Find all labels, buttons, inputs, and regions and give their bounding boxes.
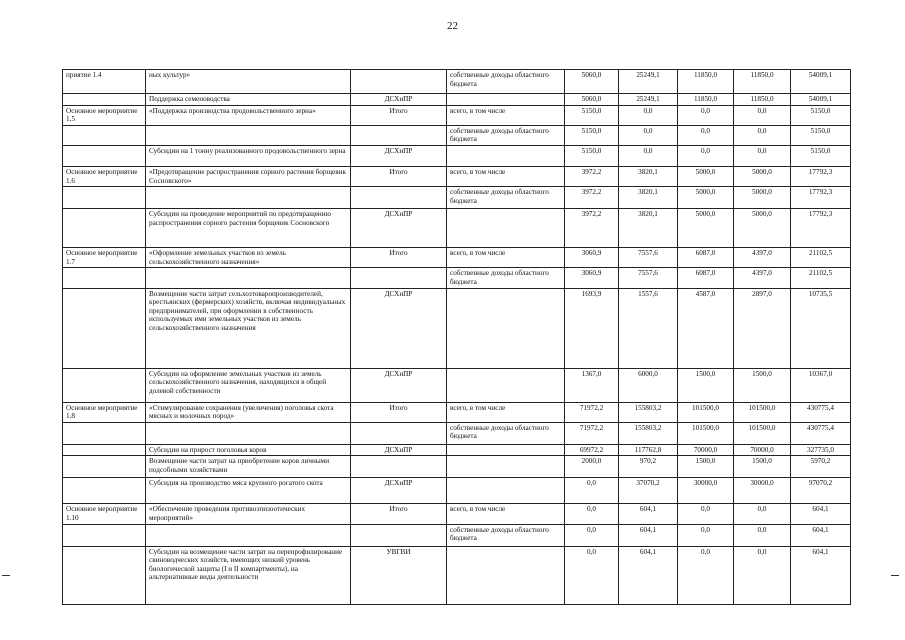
name-cell: «Обеспечение проведения противоэпизоотических мероприятий» xyxy=(146,504,351,524)
responsible-cell: Итого xyxy=(351,166,447,186)
name-cell xyxy=(146,268,351,288)
value-cell: 17792,3 xyxy=(791,209,851,248)
responsible-cell: ДСХиПР xyxy=(351,94,447,106)
measure-cell xyxy=(63,368,146,402)
value-cell: 0,0 xyxy=(678,546,734,604)
value-cell: 604,1 xyxy=(791,524,851,546)
measure-cell xyxy=(63,268,146,288)
budget-table xyxy=(62,69,851,605)
funding-source-cell xyxy=(447,368,565,402)
responsible-cell: Итого xyxy=(351,402,447,422)
value-cell: 970,2 xyxy=(619,456,678,478)
name-cell xyxy=(146,422,351,444)
value-cell: 3972,2 xyxy=(565,166,619,186)
name-cell: Возмещение части затрат сельхозтоваропроизводителей, крестьянских (фермерских) хозяйств, включая индивидуальных предпринимателей, при оформлении в собственность используемых ими земельных участков из земель сельскохозяйственного назначения xyxy=(146,288,351,368)
funding-source-cell: собственные доходы областного бюджета xyxy=(447,187,565,209)
value-cell: 1693,9 xyxy=(565,288,619,368)
margin-mark xyxy=(891,575,899,576)
value-cell: 3972,2 xyxy=(565,187,619,209)
value-cell: 604,1 xyxy=(619,546,678,604)
funding-source-cell: всего, в том числе xyxy=(447,248,565,268)
measure-cell: приятие 1.4 xyxy=(63,70,146,94)
value-cell: 0,0 xyxy=(619,145,678,166)
value-cell: 21102,5 xyxy=(791,268,851,288)
table-row xyxy=(63,422,851,444)
value-cell: 0,0 xyxy=(734,145,791,166)
value-cell: 0,0 xyxy=(734,546,791,604)
measure-cell xyxy=(63,209,146,248)
value-cell: 54009,1 xyxy=(791,70,851,94)
name-cell: Возмещение части затрат на приобретение коров личными подсобными хозяйствами xyxy=(146,456,351,478)
value-cell: 101500,0 xyxy=(678,422,734,444)
responsible-cell xyxy=(351,125,447,145)
funding-source-cell: собственные доходы областного бюджета xyxy=(447,70,565,94)
table-row xyxy=(63,444,851,456)
value-cell: 101500,0 xyxy=(678,402,734,422)
funding-source-cell xyxy=(447,209,565,248)
table-row xyxy=(63,478,851,504)
name-cell: «Поддержка производства продовольственного зерна» xyxy=(146,105,351,125)
name-cell xyxy=(146,187,351,209)
table-row xyxy=(63,288,851,368)
value-cell: 5060,0 xyxy=(565,70,619,94)
value-cell: 0,0 xyxy=(678,504,734,524)
value-cell: 1367,0 xyxy=(565,368,619,402)
value-cell: 11850,0 xyxy=(734,94,791,106)
funding-source-cell xyxy=(447,478,565,504)
funding-source-cell: собственные доходы областного бюджета xyxy=(447,125,565,145)
value-cell: 5150,0 xyxy=(565,125,619,145)
table-body xyxy=(63,70,851,605)
name-cell xyxy=(146,524,351,546)
value-cell: 5000,0 xyxy=(678,209,734,248)
name-cell: Субсидии на 1 тонну реализованного продовольственного зерна xyxy=(146,145,351,166)
value-cell: 101500,0 xyxy=(734,402,791,422)
name-cell: Субсидии на возмещение части затрат на перепрофилирование свиноводческих хозяйств, имеющих низкий уровень биологической защиты (I и II компартменты), на альтернативные виды деятельности xyxy=(146,546,351,604)
value-cell: 5060,0 xyxy=(565,94,619,106)
value-cell: 327735,0 xyxy=(791,444,851,456)
name-cell: «Стимулирование сохранения (увеличения) поголовья скота мясных и молочных пород» xyxy=(146,402,351,422)
value-cell: 3820,1 xyxy=(619,209,678,248)
table-row xyxy=(63,94,851,106)
name-cell: Субсидия на производство мяса крупного рогатого скота xyxy=(146,478,351,504)
value-cell: 155803,2 xyxy=(619,402,678,422)
measure-cell: Основное мероприятие 1.10 xyxy=(63,504,146,524)
value-cell: 0,0 xyxy=(734,524,791,546)
value-cell: 3972,2 xyxy=(565,209,619,248)
value-cell: 6000,0 xyxy=(619,368,678,402)
table-row xyxy=(63,105,851,125)
table-row xyxy=(63,125,851,145)
table-row xyxy=(63,248,851,268)
value-cell: 7557,6 xyxy=(619,248,678,268)
measure-cell xyxy=(63,478,146,504)
value-cell: 5150,0 xyxy=(791,105,851,125)
measure-cell xyxy=(63,125,146,145)
value-cell: 2000,0 xyxy=(565,456,619,478)
value-cell: 0,0 xyxy=(678,524,734,546)
name-cell: «Предотвращение распространения сорного растения борщевик Сосновского» xyxy=(146,166,351,186)
measure-cell: Основное мероприятие 1.6 xyxy=(63,166,146,186)
value-cell: 604,1 xyxy=(791,504,851,524)
value-cell: 0,0 xyxy=(734,105,791,125)
table-row xyxy=(63,368,851,402)
funding-source-cell: собственные доходы областного бюджета xyxy=(447,524,565,546)
value-cell: 7557,6 xyxy=(619,268,678,288)
responsible-cell: Итого xyxy=(351,248,447,268)
responsible-cell xyxy=(351,524,447,546)
measure-cell xyxy=(63,456,146,478)
funding-source-cell: всего, в том числе xyxy=(447,504,565,524)
value-cell: 30000,0 xyxy=(678,478,734,504)
responsible-cell xyxy=(351,456,447,478)
funding-source-cell xyxy=(447,94,565,106)
value-cell: 0,0 xyxy=(734,125,791,145)
name-cell: ных культур» xyxy=(146,70,351,94)
name-cell: «Оформление земельных участков из земель сельскохозяйственного назначения» xyxy=(146,248,351,268)
table-row xyxy=(63,524,851,546)
value-cell: 117762,8 xyxy=(619,444,678,456)
funding-source-cell: всего, в том числе xyxy=(447,166,565,186)
value-cell: 4397,0 xyxy=(734,248,791,268)
funding-source-cell xyxy=(447,456,565,478)
value-cell: 5150,0 xyxy=(565,105,619,125)
measure-cell xyxy=(63,288,146,368)
value-cell: 3060,9 xyxy=(565,248,619,268)
value-cell: 0,0 xyxy=(619,105,678,125)
responsible-cell: УВГВИ xyxy=(351,546,447,604)
table-row xyxy=(63,166,851,186)
value-cell: 6087,0 xyxy=(678,268,734,288)
page-number: 22 xyxy=(447,20,458,32)
value-cell: 5000,0 xyxy=(734,209,791,248)
measure-cell xyxy=(63,546,146,604)
value-cell: 69972,2 xyxy=(565,444,619,456)
value-cell: 0,0 xyxy=(678,105,734,125)
value-cell: 0,0 xyxy=(734,504,791,524)
value-cell: 30000,0 xyxy=(734,478,791,504)
name-cell xyxy=(146,125,351,145)
value-cell: 25249,1 xyxy=(619,70,678,94)
value-cell: 5000,0 xyxy=(734,166,791,186)
measure-cell xyxy=(63,422,146,444)
value-cell: 71972,2 xyxy=(565,402,619,422)
value-cell: 5150,0 xyxy=(791,125,851,145)
value-cell: 10367,0 xyxy=(791,368,851,402)
value-cell: 0,0 xyxy=(565,524,619,546)
responsible-cell: ДСХиПР xyxy=(351,478,447,504)
value-cell: 11850,0 xyxy=(678,94,734,106)
responsible-cell: Итого xyxy=(351,105,447,125)
value-cell: 3060,9 xyxy=(565,268,619,288)
funding-source-cell: собственные доходы областного бюджета xyxy=(447,422,565,444)
value-cell: 1500,0 xyxy=(734,456,791,478)
funding-source-cell xyxy=(447,546,565,604)
funding-source-cell xyxy=(447,288,565,368)
value-cell: 10735,5 xyxy=(791,288,851,368)
value-cell: 1500,0 xyxy=(678,368,734,402)
responsible-cell: Итого xyxy=(351,504,447,524)
funding-source-cell xyxy=(447,444,565,456)
measure-cell: Основное мероприятие 1.8 xyxy=(63,402,146,422)
table-row xyxy=(63,209,851,248)
name-cell: Поддержка семеноводства xyxy=(146,94,351,106)
value-cell: 5150,0 xyxy=(791,145,851,166)
measure-cell xyxy=(63,524,146,546)
responsible-cell: ДСХиПР xyxy=(351,288,447,368)
table-row xyxy=(63,546,851,604)
value-cell: 2897,0 xyxy=(734,288,791,368)
measure-cell xyxy=(63,94,146,106)
value-cell: 1557,6 xyxy=(619,288,678,368)
name-cell: Субсидии на проведение мероприятий по предотвращению распространения сорного растения борщевик Сосновского xyxy=(146,209,351,248)
value-cell: 21102,5 xyxy=(791,248,851,268)
value-cell: 25249,1 xyxy=(619,94,678,106)
value-cell: 430775,4 xyxy=(791,402,851,422)
value-cell: 1500,0 xyxy=(678,456,734,478)
table-row xyxy=(63,145,851,166)
value-cell: 3820,1 xyxy=(619,187,678,209)
value-cell: 604,1 xyxy=(619,504,678,524)
responsible-cell: ДСХиПР xyxy=(351,209,447,248)
name-cell: Субсидии на прирост поголовья коров xyxy=(146,444,351,456)
table-row xyxy=(63,402,851,422)
value-cell: 0,0 xyxy=(678,125,734,145)
funding-source-cell xyxy=(447,145,565,166)
table-row xyxy=(63,456,851,478)
value-cell: 155803,2 xyxy=(619,422,678,444)
measure-cell xyxy=(63,444,146,456)
value-cell: 1500,0 xyxy=(734,368,791,402)
responsible-cell xyxy=(351,187,447,209)
value-cell: 6087,0 xyxy=(678,248,734,268)
value-cell: 11850,0 xyxy=(678,70,734,94)
value-cell: 3820,1 xyxy=(619,166,678,186)
measure-cell xyxy=(63,145,146,166)
measure-cell: Основное мероприятие 1.5 xyxy=(63,105,146,125)
value-cell: 17792,3 xyxy=(791,187,851,209)
value-cell: 5000,0 xyxy=(678,187,734,209)
value-cell: 5000,0 xyxy=(678,166,734,186)
table-row xyxy=(63,268,851,288)
value-cell: 0,0 xyxy=(565,478,619,504)
value-cell: 0,0 xyxy=(565,504,619,524)
value-cell: 0,0 xyxy=(565,546,619,604)
responsible-cell: ДСХиПР xyxy=(351,145,447,166)
value-cell: 97070,2 xyxy=(791,478,851,504)
responsible-cell: ДСХиПР xyxy=(351,368,447,402)
value-cell: 604,1 xyxy=(791,546,851,604)
value-cell: 0,0 xyxy=(619,125,678,145)
table-row xyxy=(63,187,851,209)
value-cell: 70000,0 xyxy=(678,444,734,456)
measure-cell: Основное мероприятие 1.7 xyxy=(63,248,146,268)
value-cell: 17792,3 xyxy=(791,166,851,186)
measure-cell xyxy=(63,187,146,209)
value-cell: 4397,0 xyxy=(734,268,791,288)
value-cell: 54009,1 xyxy=(791,94,851,106)
value-cell: 5150,0 xyxy=(565,145,619,166)
responsible-cell: ДСХиПР xyxy=(351,444,447,456)
responsible-cell xyxy=(351,422,447,444)
name-cell: Субсидии на оформление земельных участков из земель сельскохозяйственного назначения, находящихся в общей долевой собственности xyxy=(146,368,351,402)
funding-source-cell: всего, в том числе xyxy=(447,105,565,125)
value-cell: 5000,0 xyxy=(734,187,791,209)
value-cell: 0,0 xyxy=(678,145,734,166)
value-cell: 11850,0 xyxy=(734,70,791,94)
value-cell: 37070,2 xyxy=(619,478,678,504)
value-cell: 101500,0 xyxy=(734,422,791,444)
funding-source-cell: всего, в том числе xyxy=(447,402,565,422)
responsible-cell xyxy=(351,70,447,94)
margin-mark xyxy=(2,575,10,576)
value-cell: 4587,0 xyxy=(678,288,734,368)
responsible-cell xyxy=(351,268,447,288)
value-cell: 604,1 xyxy=(619,524,678,546)
value-cell: 5970,2 xyxy=(791,456,851,478)
value-cell: 71972,2 xyxy=(565,422,619,444)
value-cell: 430775,4 xyxy=(791,422,851,444)
table-row xyxy=(63,504,851,524)
table-row xyxy=(63,70,851,94)
value-cell: 70000,0 xyxy=(734,444,791,456)
funding-source-cell: собственные доходы областного бюджета xyxy=(447,268,565,288)
